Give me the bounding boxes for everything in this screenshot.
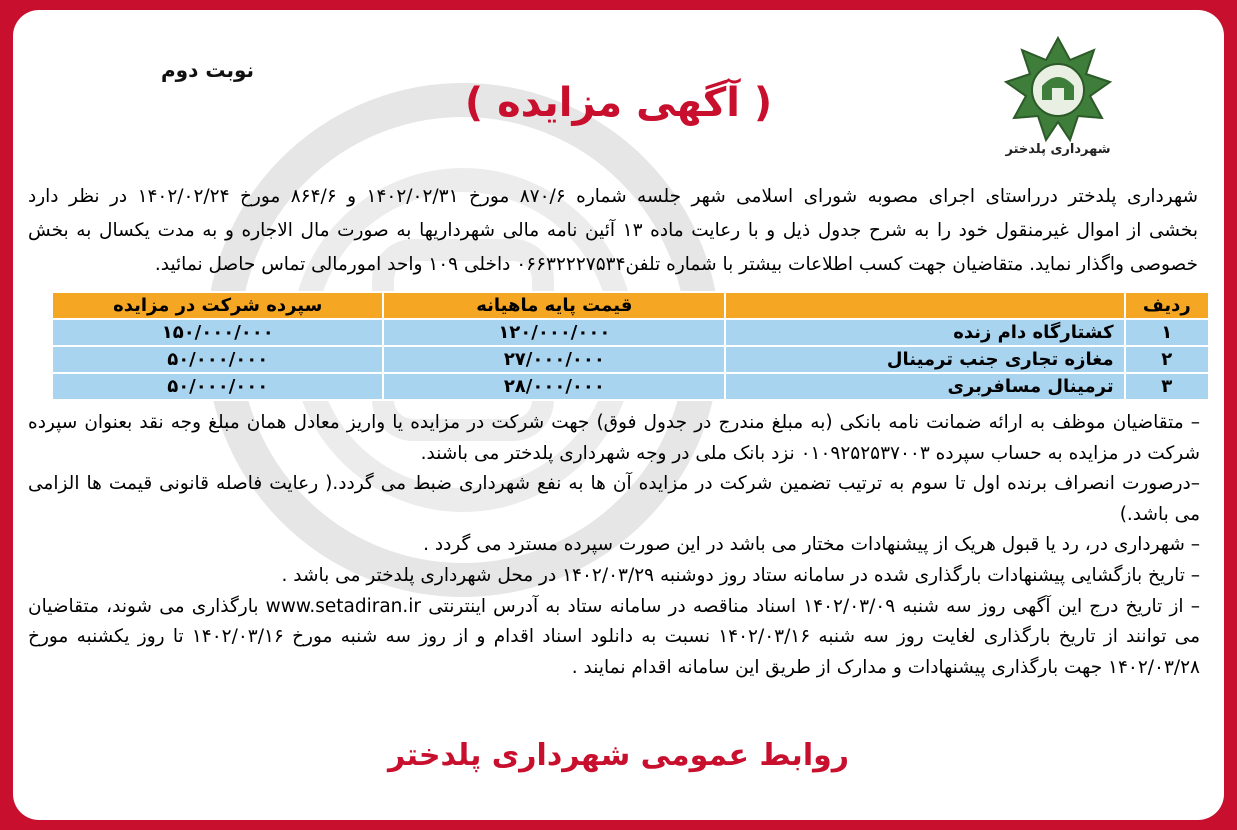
table-row — [52, 319, 1209, 346]
item-title: کشتارگاه دام زنده — [725, 319, 1124, 346]
intro-line: بخشی از اموال غیرمنقول خود را به شرح جدول ذیل و با رعایت ماده ۱۳ آئین نامه مالی شهرداریها به صورت مال الاجاره و به مدت یکسال به بخش — [28, 220, 1199, 241]
auction-items-table — [51, 291, 1210, 401]
table-header-row — [52, 292, 1209, 319]
row-number: ۳ — [1125, 373, 1209, 400]
header-monthly-base-price: قیمت پایه ماهیانه — [383, 292, 725, 319]
condition-item: – شهرداری در، رد یا قبول هریک از پیشنهادات مختار می باشد در این صورت سپرده مسترد می گردد . — [423, 534, 1200, 556]
ad-frame — [13, 10, 1224, 820]
row-number: ۲ — [1125, 346, 1209, 373]
header-row-number: ردیف — [1125, 292, 1209, 319]
footer-signature: روابط عمومی شهرداری پلدختر — [387, 738, 850, 773]
intro-line: شهرداری پلدختر درراستای اجرای مصوبه شورای اسلامی شهر جلسه شماره ۸۷۰/۶ مورخ ۱۴۰۲/۰۲/۳۱ و ۸۶۴/۶ مورخ ۱۴۰۲/۰۲/۲۴ در نظر دارد — [28, 186, 1199, 207]
logo-caption: شهرداری پلدختر — [1005, 142, 1111, 157]
auction-deposit: ۵۰/۰۰۰/۰۰۰ — [52, 346, 383, 373]
auction-deposit: ۱۵۰/۰۰۰/۰۰۰ — [52, 319, 383, 346]
monthly-base-price: ۲۷/۰۰۰/۰۰۰ — [383, 346, 725, 373]
condition-item: – از تاریخ درج این آگهی روز سه شنبه ۱۴۰۲/۰۳/۰۹ اسناد مناقصه در سامانه ستاد به آدرس اینترنتی www.setadiran.ir بارگذاری می شوند، متقاضیان می توانند از تاریخ بارگذاری لغایت روز سه شنبه ۱۴۰۲/۰۳/۱۶ نسبت به دانلود اسناد اقدام و از روز سه شنبه مورخ ۱۴۰۲/۰۳/۱۶ تا روز یکشنبه مورخ ۱۴۰۲/۰۳/۲۸ جهت بارگذاری پیشنهادات و مدارک از طریق این سامانه اقدام نمایند . — [28, 595, 1200, 678]
auction-deposit: ۵۰/۰۰۰/۰۰۰ — [52, 373, 383, 400]
row-number: ۱ — [1125, 319, 1209, 346]
monthly-base-price: ۲۸/۰۰۰/۰۰۰ — [383, 373, 725, 400]
condition-item: –درصورت انصراف برنده اول تا سوم به ترتیب تضمین شرکت در مزایده آن ها به نفع شهرداری ضبط می گردد.( رعایت فاصله قانونی قیمت ها الزامی می باشد.) — [28, 473, 1200, 525]
intro-paragraph — [28, 180, 1198, 282]
header-item-title — [725, 292, 1124, 319]
condition-item: – متقاضیان موظف به ارائه ضمانت نامه بانکی (به مبلغ مندرج در جدول فوق) جهت شرکت در مزایده یا واریز معادل همان مبلغ وجه نقد بعنوان سپرده شرکت در مزایده به حساب سپرده ۰۱۰۹۲۵۲۵۳۷۰۰۳ نزد بانک ملی در وجه شهرداری پلدختر می باشند. — [28, 412, 1200, 464]
monthly-base-price: ۱۲۰/۰۰۰/۰۰۰ — [383, 319, 725, 346]
intro-line: خصوصی واگذار نماید. متقاضیان جهت کسب اطلاعات بیشتر با شماره تلفن۰۶۶۳۲۲۲۷۵۳۴ داخلی ۱۰۹ واحد امورمالی تماس حاصل نمائید. — [154, 254, 1198, 275]
publication-round: نوبت دوم — [161, 58, 255, 82]
condition-item: – تاریخ بازگشایی پیشنهادات بارگذاری شده در سامانه ستاد روز دوشنبه ۱۴۰۲/۰۳/۲۹ در محل شهرداری پلدختر می باشد . — [281, 564, 1200, 586]
page-title: ( آگهی مزایده ) — [464, 80, 773, 126]
header-auction-deposit: سپرده شرکت در مزایده — [52, 292, 383, 319]
table-row — [52, 346, 1209, 373]
conditions-list — [28, 408, 1200, 683]
item-title: مغازه تجاری جنب ترمینال — [725, 346, 1124, 373]
item-title: ترمینال مسافربری — [725, 373, 1124, 400]
table-row — [52, 373, 1209, 400]
